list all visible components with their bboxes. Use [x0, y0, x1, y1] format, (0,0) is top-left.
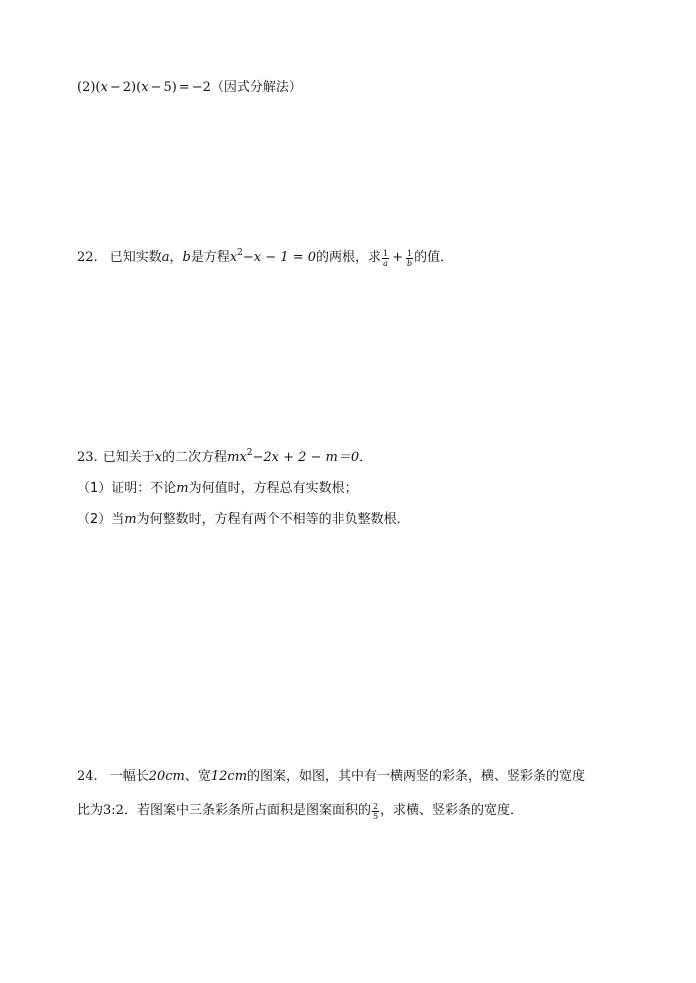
- plus-sign: +: [392, 250, 404, 265]
- number: 2: [122, 80, 132, 95]
- q22-number: 22.: [77, 250, 98, 265]
- part-label: （1）: [77, 481, 112, 496]
- q21-part-label: (2): [77, 80, 96, 95]
- length-value: 20cm: [148, 769, 185, 784]
- var-m: m: [124, 512, 137, 527]
- fraction-1-over-a: $\frac{1}{a}$: [383, 249, 389, 268]
- fraction-1-over-b: $\frac{1}{b}$: [407, 249, 413, 268]
- equation-tail: −2x + 2 − m＝0: [252, 450, 360, 465]
- paren: (: [136, 80, 142, 95]
- text: 为何值时，方程总有实数根；: [188, 481, 358, 496]
- number: 5: [163, 80, 172, 95]
- width-value: 12cm: [210, 769, 248, 784]
- q23-part2-line: [77, 511, 410, 529]
- text: ．: [359, 450, 373, 465]
- q24-line-2: [77, 802, 523, 821]
- paren: ): [131, 80, 137, 95]
- text: ．若图案中三条彩条所占面积是图案面积的: [123, 803, 371, 818]
- paren: ): [171, 80, 177, 95]
- text: 的二次方程: [162, 450, 228, 465]
- q24-number: 24.: [77, 769, 98, 784]
- equation-tail: −x − 1 = 0: [242, 250, 316, 265]
- q22-line: [77, 249, 453, 268]
- var-m: m: [176, 481, 189, 496]
- q23-number: 23.: [77, 450, 98, 465]
- q21-part2-line: [77, 79, 302, 97]
- text: ，求横、竖彩条的宽度．: [380, 803, 524, 818]
- text: 的两根，求: [316, 250, 382, 265]
- text: 为何整数时，方程有两个不相等的非负整数根．: [136, 512, 410, 527]
- paren: (: [95, 80, 101, 95]
- text: ，: [169, 250, 183, 265]
- text: 已知关于: [102, 450, 155, 465]
- q21-method: （因式分解法）: [210, 80, 302, 95]
- exponent: 2: [237, 248, 243, 258]
- var-b: b: [182, 250, 191, 265]
- fraction-2-over-5: $\frac{2}{5}$: [372, 802, 379, 821]
- q23-part1-line: [77, 480, 358, 498]
- exponent: 2: [246, 448, 253, 458]
- var-x: x: [100, 80, 108, 95]
- q24-line-1: [77, 768, 585, 786]
- text: 、宽: [184, 769, 211, 784]
- text: 比为: [77, 803, 104, 818]
- var-x: x: [229, 250, 238, 265]
- equals-sign: =: [178, 80, 190, 95]
- minus-sign: −: [150, 80, 162, 95]
- ratio-value: 3:2: [103, 803, 124, 818]
- text: 已知实数: [109, 250, 162, 265]
- q23-line: [77, 449, 372, 467]
- number: −2: [191, 80, 211, 95]
- text: 是方程: [190, 250, 230, 265]
- text: 的图案，如图，其中有一横两竖的彩条，横、竖彩条的宽度: [247, 769, 586, 784]
- text: 的值．: [414, 250, 454, 265]
- var-x: x: [154, 450, 163, 465]
- part-label: （2）: [77, 512, 112, 527]
- text: 证明：不论: [111, 481, 177, 496]
- var-mx: mx: [227, 450, 247, 465]
- text: 当: [111, 512, 125, 527]
- text: 一幅长: [109, 769, 149, 784]
- minus-sign: −: [109, 80, 121, 95]
- var-a: a: [161, 250, 170, 265]
- var-x: x: [141, 80, 149, 95]
